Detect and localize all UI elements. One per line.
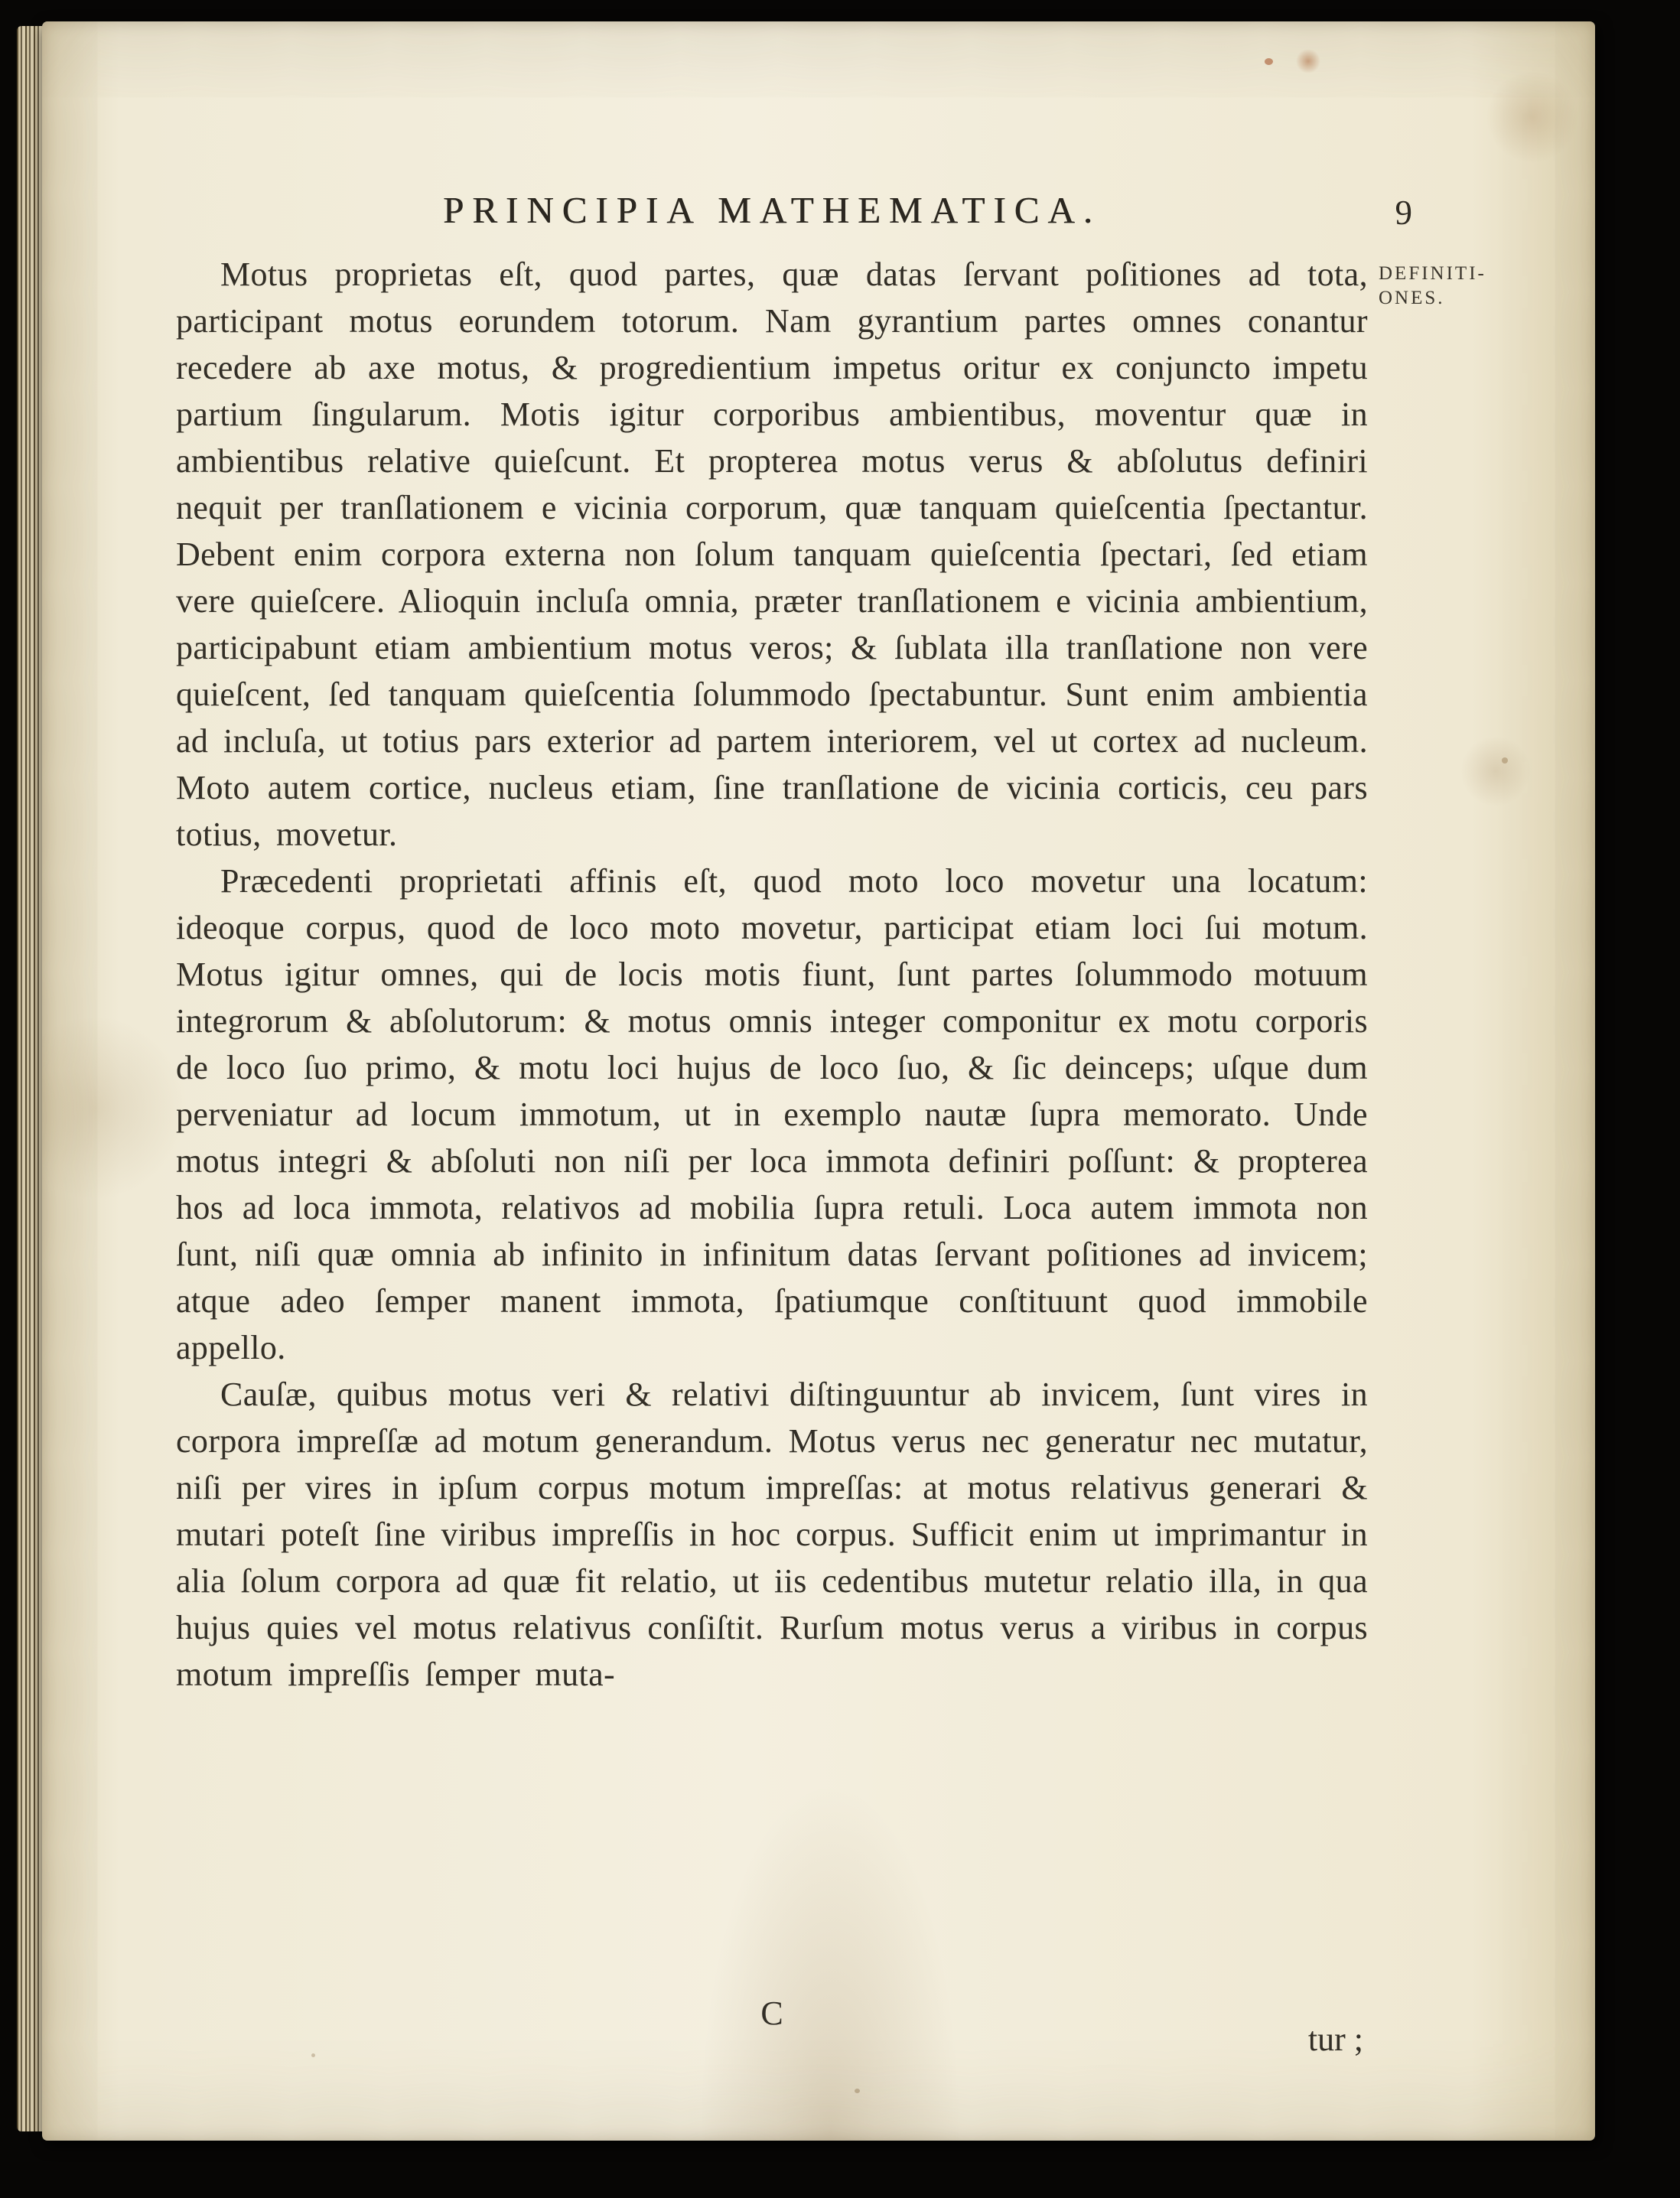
running-title: PRINCIPIA MATHEMATICA. (442, 189, 1101, 231)
margin-note-line-1: DEFINITI- (1379, 263, 1486, 284)
margin-note (1379, 262, 1590, 311)
book-fore-edge (17, 26, 43, 2131)
stain-speck (1502, 757, 1508, 764)
page-header (176, 188, 1412, 232)
margin-note-line-2: ONES. (1379, 288, 1445, 308)
paragraph-3: Cauſæ, quibus motus veri & relativi diſtinguuntur ab invicem, ſunt vires in corpora impreſſæ ad motum generandum. Motus verus nec generatur nec mutatur, niſi per vires in ipſum corpus motum impreſſas: at motus relativus generari & mutari poteſt ſine viribus impreſſis in hoc corpus. Sufficit enim ut imprimantur in alia ſolum corpora ad quæ fit relatio, ut iis cedentibus mutetur relatio illa, in qua hujus quies vel motus relativus conſiſtit. Rurſum motus verus a viribus in corpus motum impreſſis ſemper muta- (176, 1376, 1368, 1693)
page-body (176, 251, 1368, 1698)
stain-speck (1265, 58, 1273, 65)
page-footer (176, 1994, 1368, 2086)
page-number: 9 (1395, 194, 1412, 232)
catchword: tur ; (1307, 2021, 1363, 2058)
paragraph-2: Præcedenti proprietati affinis eſt, quod moto loco movetur una locatum: ideoque corpus, quod de loco moto movetur, participat etiam loci ſui motum. Motus igitur omnes, qui de locis motis fiunt, ſunt partes ſolummodo motuum integrorum & abſolutorum: & motus omnis integer componitur ex motu corporis de loco ſuo primo, & motu loci hujus de loco ſuo, & ſic deinceps; uſque dum perveniatur ad locum immotum, ut in exemplo nautæ ſupra memorato. Unde motus integri & abſoluti non niſi per loca immota definiri poſſunt: & propterea hos ad loca immota, relativos ad mobilia ſupra retuli. Loca autem immota non ſunt, niſi quæ omnia ab infinito in infinitum datas ſervant poſitiones ad invicem; atque adeo ſemper manent immota, ſpatiumque conſtituunt quod immobile appello. (176, 862, 1368, 1366)
signature-mark: C (760, 1994, 783, 2032)
stain-speck (855, 2089, 860, 2093)
paragraph-1: Motus proprietas eſt, quod partes, quæ datas ſervant poſitiones ad tota, participant motus eorundem totorum. Nam gyrantium partes omnes conantur recedere ab axe motus, & progredientium impetus oritur ex conjuncto impetu partium ſingularum. Motis igitur corporibus ambientibus, moventur quæ in ambientibus relative quieſcunt. Et propterea motus verus & abſolutus definiri nequit per tranſlationem e vicinia corporum, quæ tanquam quieſcentia ſpectantur. Debent enim corpora externa non ſolum tanquam quieſcentia ſpectari, ſed etiam vere quieſcere. Alioquin incluſa omnia, præter tranſlationem e vicinia ambientium, participabunt etiam ambientium motus veros; & ſublata illa tranſlatione non vere quieſcent, ſed tanquam quieſcentia ſolummodo ſpectabuntur. Sunt enim ambientia ad incluſa, ut totius pars exterior ad partem interiorem, vel ut cortex ad nucleum. Moto autem cortice, nucleus etiam, ſine tranſlatione de vicinia corticis, ceu pars totius, movetur. (176, 256, 1368, 853)
book-page (42, 21, 1595, 2141)
